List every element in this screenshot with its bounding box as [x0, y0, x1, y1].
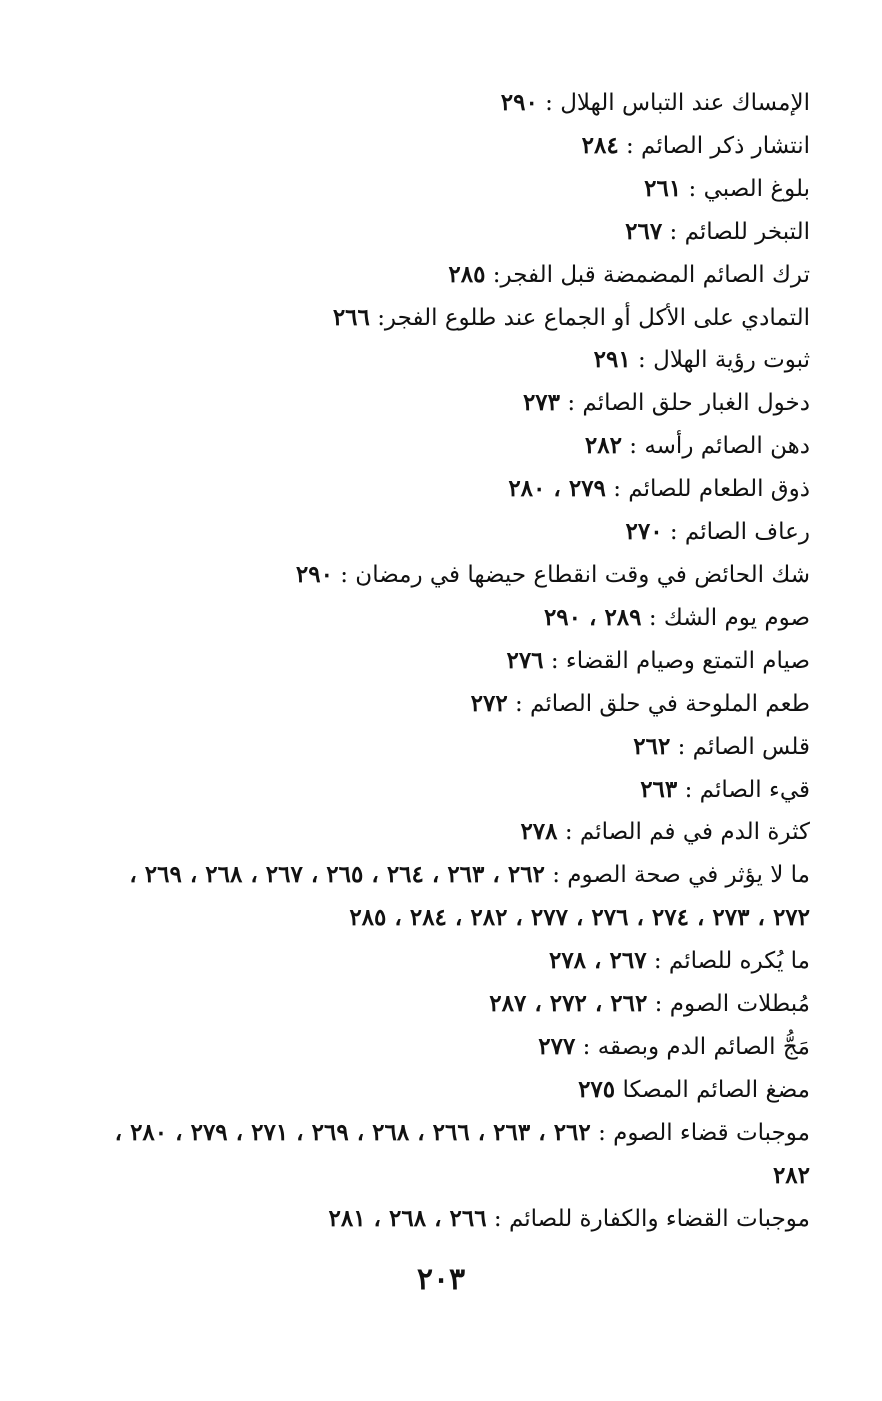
- index-page-refs: ٢٧٠: [625, 518, 663, 546]
- index-entry: [100, 468, 810, 511]
- index-page-refs: ٢٦١: [644, 174, 682, 202]
- index-entry: [100, 382, 810, 425]
- index-page-refs: ٢٩٠: [500, 89, 538, 116]
- index-term: ذوق الطعام للصائم :: [613, 476, 810, 503]
- index-page-refs: ٢٧٥: [578, 1075, 616, 1103]
- index-entry: [100, 854, 810, 940]
- index-term: طعم الملوحة في حلق الصائم :: [515, 690, 810, 717]
- index-term: بلوغ الصبي :: [688, 175, 810, 202]
- index-entry: [100, 769, 810, 812]
- index-page-refs: ٢٦٢ ، ٢٦٣ ، ٢٦٦ ، ٢٦٨ ، ٢٦٩ ، ٢٧١ ، ٢٧٩ ، ٢٨٠ ، ٢٨٢: [114, 1118, 810, 1189]
- index-term: رعاف الصائم :: [669, 519, 810, 546]
- index-term: مُبطلات الصوم :: [654, 991, 810, 1018]
- index-page-refs: ٢٦٣: [640, 775, 678, 803]
- index-page-refs: ٢٦٢: [633, 732, 671, 760]
- index-page-refs: ٢٦٦: [332, 303, 370, 331]
- index-entry: [100, 726, 810, 769]
- index-entry: [100, 554, 810, 597]
- index-entry: [100, 211, 810, 254]
- index-entry: [100, 254, 810, 297]
- index-page-refs: ٢٨٢: [584, 432, 622, 460]
- index-term: صيام التمتع وصيام القضاء :: [550, 647, 810, 674]
- index-page-refs: ٢٨٩ ، ٢٩٠: [543, 603, 642, 631]
- index-term: ترك الصائم المضمضة قبل الفجر:: [492, 261, 810, 288]
- index-entry: [100, 683, 810, 726]
- index-page-refs: ٢٩٠: [295, 560, 333, 588]
- index-entry: [100, 640, 810, 683]
- index-page-refs: ٢٨٥: [448, 260, 486, 288]
- index-term: قلس الصائم :: [677, 733, 810, 760]
- index-entry: [100, 297, 810, 340]
- index-entry: [100, 983, 810, 1026]
- index-page-refs: ٢٦٢ ، ٢٦٣ ، ٢٦٤ ، ٢٦٥ ، ٢٦٧ ، ٢٦٨ ، ٢٦٩ ، ٢٧٢ ، ٢٧٣ ، ٢٧٤ ، ٢٧٦ ، ٢٧٧ ، ٢٨٢ ، ٢٨٤ ، ٢٨٥: [129, 861, 810, 932]
- index-entry: [100, 1198, 810, 1241]
- index-entry: [100, 511, 810, 554]
- index-term: قيء الصائم :: [684, 776, 810, 803]
- index-page-refs: ٢٧٩ ، ٢٨٠: [508, 475, 606, 503]
- index-term: مضغ الصائم المصكا: [622, 1076, 810, 1103]
- index-page-refs: ٢٧٣: [522, 389, 561, 417]
- index-term: التبخر للصائم :: [669, 218, 810, 245]
- index-term: دخول الغبار حلق الصائم :: [567, 390, 810, 417]
- index-entry: [100, 1026, 810, 1069]
- index-term: صوم يوم الشك :: [648, 604, 810, 631]
- index-page-refs: ٢٨٤: [581, 131, 619, 159]
- page-number: ٢٠٣: [416, 1262, 466, 1297]
- index-page-refs: ٢٧٨: [520, 818, 558, 846]
- index-entry: [100, 168, 810, 211]
- index-term: ما لا يؤثر في صحة الصوم :: [552, 862, 810, 889]
- index-term: شك الحائض في وقت انقطاع حيضها في رمضان :: [340, 561, 810, 588]
- index-entry: [100, 82, 810, 125]
- index-term: التمادي على الأكل أو الجماع عند طلوع الفجر:: [377, 304, 810, 331]
- index-page-refs: ٢٩١: [593, 346, 631, 374]
- index-entry: [100, 339, 810, 382]
- index-term: دهن الصائم رأسه :: [629, 433, 810, 460]
- index-term: كثرة الدم في فم الصائم :: [564, 819, 810, 846]
- subject-index-list: [100, 82, 810, 1240]
- index-term: موجبات قضاء الصوم :: [598, 1119, 810, 1146]
- index-term: مَجُّ الصائم الدم وبصقه :: [582, 1033, 810, 1060]
- index-entry: [100, 125, 810, 168]
- index-term: موجبات القضاء والكفارة للصائم :: [493, 1205, 810, 1232]
- index-page-refs: ٢٧٢: [470, 689, 508, 717]
- index-entry: [100, 1112, 810, 1198]
- index-entry: [100, 1069, 810, 1112]
- index-term: انتشار ذكر الصائم :: [626, 132, 810, 159]
- index-page-refs: ٢٦٦ ، ٢٦٨ ، ٢٨١: [328, 1204, 487, 1232]
- index-page-refs: ٢٦٧ ، ٢٧٨: [548, 947, 647, 975]
- index-entry: [100, 597, 810, 640]
- index-term: ما يُكره للصائم :: [653, 948, 810, 975]
- index-entry: [100, 425, 810, 468]
- index-entry: [100, 940, 810, 983]
- index-page-refs: ٢٧٧: [538, 1032, 576, 1060]
- index-page-refs: ٢٧٦: [506, 646, 544, 674]
- index-page-refs: ٢٦٧: [625, 217, 663, 245]
- index-entry: [100, 811, 810, 854]
- index-term: الإمساك عند التباس الهلال :: [545, 90, 810, 116]
- index-term: ثبوت رؤية الهلال :: [638, 347, 810, 374]
- index-page-refs: ٢٦٢ ، ٢٧٢ ، ٢٨٧: [489, 990, 648, 1018]
